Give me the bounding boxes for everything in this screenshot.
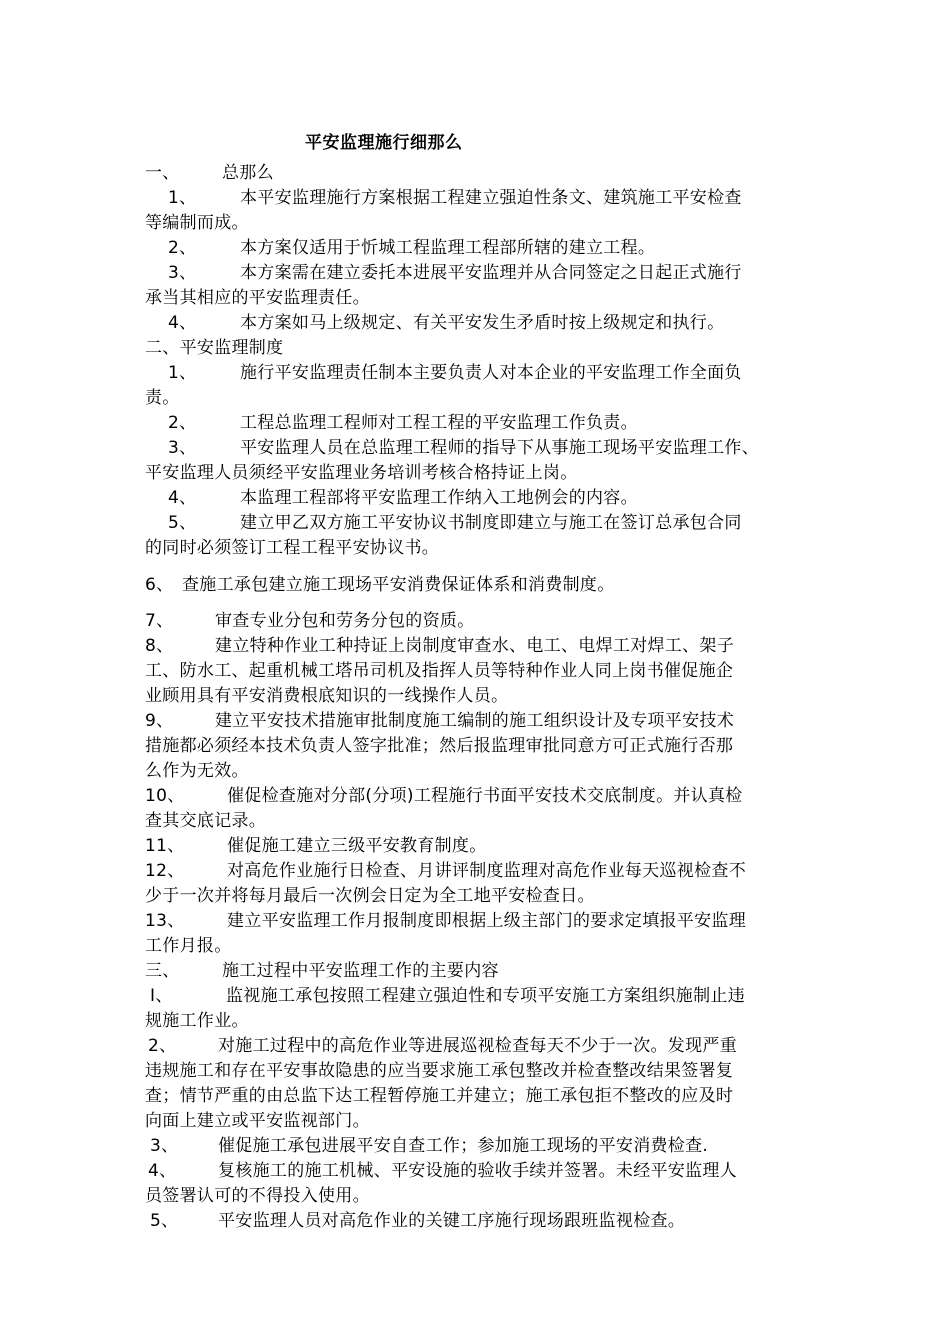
- line-text: 施工过程中平安监理工作的主要内容: [222, 961, 499, 981]
- line-text: 二、平安监理制度: [145, 338, 284, 358]
- item-number: 5、: [168, 513, 197, 533]
- item-number: 13、: [145, 911, 185, 931]
- item-number: 3、: [168, 438, 197, 458]
- item-number: 三、: [145, 961, 180, 981]
- item-number: 7、: [145, 611, 174, 631]
- line-text: 催促检查施对分部(分项)工程施行书面平安技术交底制度。并认真检: [227, 786, 743, 806]
- line-text: 监视施工承包按照工程建立强迫性和专项平安施工方案组织施制止违: [226, 986, 745, 1006]
- line-text: 承当其相应的平安监理责任。: [145, 288, 370, 308]
- line-text: 建立平安技术措施审批制度施工编制的施工组织设计及专项平安技术: [215, 711, 734, 731]
- line-text: 建立特种作业工种持证上岗制度审查水、电工、电焊工对焊工、架子: [215, 636, 734, 656]
- line-text: 平安监理人员须经平安监理业务培训考核合格持证上岗。: [145, 463, 578, 483]
- line-text: 少于一次并将每月最后一次例会日定为全工地平安检查日。: [145, 886, 595, 906]
- line-text: 规施工作业。: [145, 1011, 249, 1031]
- line-text: 违规施工和存在平安事故隐患的应当要求施工承包整改并检查整改结果签署复: [145, 1061, 734, 1081]
- line-text: 查施工承包建立施工现场平安消费保证体系和消费制度。: [182, 575, 615, 595]
- line-text: 本平安监理施行方案根据工程建立强迫性条文、建筑施工平安检查: [240, 188, 742, 208]
- line-text: 对施工过程中的高危作业等进展巡视检查每天不少于一次。发现严重: [218, 1036, 737, 1056]
- item-number: 3、: [168, 263, 197, 283]
- item-number: 1、: [168, 363, 197, 383]
- line-text: 建立平安监理工作月报制度即根据上级主部门的要求定填报平安监理: [227, 911, 746, 931]
- item-number: 2、: [168, 413, 197, 433]
- line-text: 等编制而成。: [145, 213, 249, 233]
- line-text: 平安监理人员对高危作业的关键工序施行现场跟班监视检查。: [218, 1211, 686, 1231]
- line-text: 工程总监理工程师对工程工程的平安监理工作负责。: [240, 413, 638, 433]
- item-number: 10、: [145, 786, 185, 806]
- item-number: 一、: [145, 163, 180, 183]
- line-text: 催促施工承包进展平安自查工作；参加施工现场的平安消费检查.: [218, 1136, 709, 1156]
- line-text: 向面上建立或平安监视部门。: [145, 1111, 370, 1131]
- item-number: I、: [150, 986, 173, 1006]
- line-text: 总那么: [222, 163, 274, 183]
- item-number: 5、: [150, 1211, 179, 1231]
- line-text: 工、防水工、起重机械工塔吊司机及指挥人员等特种作业人同上岗书催促施企: [145, 661, 734, 681]
- line-text: 对高危作业施行日检查、月讲评制度监理对高危作业每天巡视检查不: [227, 861, 746, 881]
- line-text: 本方案如马上级规定、有关平安发生矛盾时按上级规定和执行。: [240, 313, 725, 333]
- line-text: 员签署认可的不得投入使用。: [145, 1186, 370, 1206]
- item-number: 9、: [145, 711, 174, 731]
- item-number: 2、: [168, 238, 197, 258]
- item-number: 4、: [148, 1161, 177, 1181]
- line-text: 催促施工建立三级平安教育制度。: [227, 836, 487, 856]
- line-text: 的同时必须签订工程工程平安协议书。: [145, 538, 440, 558]
- line-text: 施行平安监理责任制本主要负责人对本企业的平安监理工作全面负: [240, 363, 742, 383]
- item-number: 4、: [168, 488, 197, 508]
- item-number: 12、: [145, 861, 185, 881]
- line-text: 复核施工的施工机械、平安设施的验收手续并签署。未经平安监理人: [218, 1161, 737, 1181]
- item-number: 8、: [145, 636, 174, 656]
- line-text: 工作月报。: [145, 936, 232, 956]
- item-number: 6、: [145, 575, 174, 595]
- line-text: 本监理工程部将平安监理工作纳入工地例会的内容。: [240, 488, 638, 508]
- line-text: 审查专业分包和劳务分包的资质。: [215, 611, 475, 631]
- line-text: 本方案仅适用于忻城工程监理工程部所辖的建立工程。: [240, 238, 656, 258]
- line-text: 措施都必须经本技术负责人签字批准；然后报监理审批同意方可正式施行否那: [145, 736, 734, 756]
- line-text: 本方案需在建立委托本进展平安监理并从合同签定之日起正式施行: [240, 263, 742, 283]
- item-number: 2、: [148, 1036, 177, 1056]
- item-number: 11、: [145, 836, 185, 856]
- line-text: 业顾用具有平安消费根底知识的一线操作人员。: [145, 686, 509, 706]
- item-number: 4、: [168, 313, 197, 333]
- line-text: 平安监理人员在总监理工程师的指导下从事施工现场平安监理工作、: [240, 438, 759, 458]
- line-text: 查其交底记录。: [145, 811, 267, 831]
- line-text: 责。: [145, 388, 180, 408]
- document-title: 平安监理施行细那么: [305, 133, 463, 153]
- item-number: 3、: [150, 1136, 179, 1156]
- line-text: 建立甲乙双方施工平安协议书制度即建立与施工在签订总承包合同: [240, 513, 742, 533]
- line-text: 么作为无效。: [145, 761, 249, 781]
- item-number: 1、: [168, 188, 197, 208]
- line-text: 查；情节严重的由总监下达工程暂停施工并建立；施工承包拒不整改的应及时: [145, 1086, 734, 1106]
